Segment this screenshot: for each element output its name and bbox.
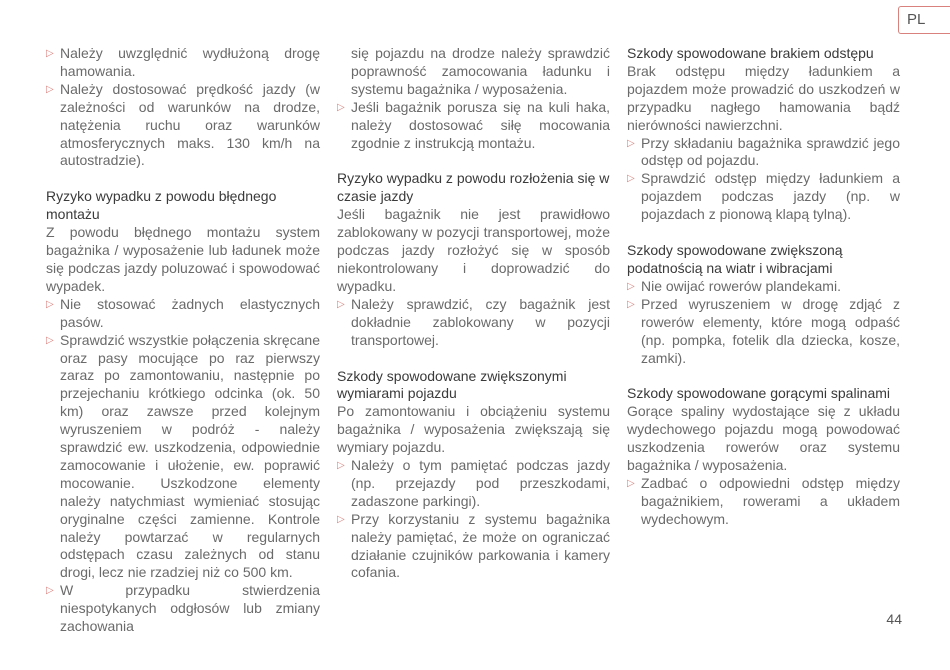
list-item: ▷ Sprawdzić wszystkie połączenia skręcane oraz pasy mocujące po raz pierwszy zaraz po zamontowaniu, następnie po przejechaniu krótkiego odcinka (ok. 50 km) oraz zawsze przed kolejnym wyruszeniem w podróż - należy sprawdzić ew. uszkodzenia, odpowiednie zamocowanie i ułożenie, ew. poprawić mocowanie. Uszkodzone elementy należy natychmiast wymieniać stosując oryginalne części zamienne. Kontrole należy powtarzać w regularnych odstępach czasu zależnych od stanu drogi, lecz nie rzadziej niż co 500 km. <box>46 332 320 583</box>
paragraph: Brak odstępu między ładunkiem a pojazdem może prowadzić do uszkodzeń w przypadku nagłego hamowania bądź nierówności nawierzchni. <box>627 62 900 133</box>
section-heading: Szkody spowodowane gorącymi spalinami <box>627 385 891 402</box>
list-item: ▷ Należy dostosować prędkość jazdy (w zależności od warunków na drodze, natężenia ruchu oraz warunków atmosferycznych maks. 130 km/h na autostradzie). <box>46 81 320 171</box>
section-heading: Szkody spowodowane zwiększoną podatnością na wiatr i wibracjami <box>627 242 843 276</box>
list-item: ▷ Należy o tym pamiętać podczas jazdy (np. przejazdy pod przeszkodami, zadaszone parkingi). <box>337 457 610 511</box>
section-heading: Ryzyko wypadku z powodu rozłożenia się w czasie jazdy <box>337 170 610 205</box>
bullet-list <box>46 296 320 636</box>
paragraph: Po zamontowaniu i obciążeniu systemu bagażnika / wyposażenia zwiększają się wymiary pojazdu. <box>337 403 610 456</box>
bullet-list <box>627 135 900 225</box>
page-number: 44 <box>886 611 902 627</box>
list-item: ▷ Jeśli bagażnik porusza się na kuli haka, należy dostosować siłę mocowania zgodnie z instrukcją montażu. <box>337 99 610 153</box>
continuation-text: się pojazdu na drodze należy sprawdzić poprawność zamocowania ładunku i systemu bagażnika / wyposażenia. <box>351 45 610 97</box>
column-1 <box>46 45 320 636</box>
paragraph: Z powodu błędnego montażu system bagażnika / wyposażenie lub ładunek może się podczas jazdy poluzować i spowodować wypadek. <box>46 224 320 294</box>
column-2 <box>337 45 610 582</box>
paragraph: Jeśli bagażnik nie jest prawidłowo zablokowany w pozycji transportowej, może podczas jazdy rozłożyć się w sposób niekontrolowany i doprowadzić do wypadku. <box>337 206 610 294</box>
list-item: ▷ Przed wyruszeniem w drogę zdjąć z rowerów elementy, które mogą odpaść (np. pompka, fotelik dla dziecka, kosze, zamki). <box>627 296 900 368</box>
list-item: ▷ Nie owijać rowerów plandekami. <box>627 278 900 296</box>
list-item: ▷ Zadbać o odpowiedni odstęp między bagażnikiem, rowerami a układem wydechowym. <box>627 475 900 529</box>
list-item: ▷ Należy uwzględnić wydłużoną drogę hamowania. <box>46 45 320 81</box>
section-heading: Szkody spowodowane brakiem odstępu <box>627 45 874 61</box>
paragraph: Gorące spaliny wydostające się z układu wydechowego pojazdu mogą powodować uszkodzenia rowerów oraz systemu bagażnika / wyposażenia. <box>627 403 900 474</box>
section-heading: Ryzyko wypadku z powodu błędnego montażu <box>46 188 277 223</box>
bullet-list <box>337 99 610 153</box>
list-item: ▷ Sprawdzić odstęp między ładunkiem a pojazdem podczas jazdy (np. w pojazdach z pionową klapą tylną). <box>627 170 900 224</box>
language-tab: PL <box>898 6 950 34</box>
column-3 <box>627 45 900 529</box>
list-item: ▷ W przypadku stwierdzenia niespotykanych odgłosów lub zmiany zachowania <box>46 582 320 636</box>
list-item: ▷ Przy korzystaniu z systemu bagażnika należy pamiętać, że może on ograniczać działanie czujników parkowania i kamery cofania. <box>337 511 610 583</box>
list-item: ▷ Należy sprawdzić, czy bagażnik jest dokładnie zablokowany w pozycji transportowej. <box>337 296 610 350</box>
list-item: ▷ Nie stosować żadnych elastycznych pasów. <box>46 296 320 332</box>
bullet-list <box>46 45 320 170</box>
bullet-list <box>337 457 610 582</box>
bullet-list <box>627 475 900 529</box>
bullet-list <box>627 278 900 368</box>
bullet-list <box>337 296 610 350</box>
section-heading: Szkody spowodowane zwiększonymi wymiarami pojazdu <box>337 367 567 402</box>
list-item: ▷ Przy składaniu bagażnika sprawdzić jego odstęp od pojazdu. <box>627 135 900 171</box>
